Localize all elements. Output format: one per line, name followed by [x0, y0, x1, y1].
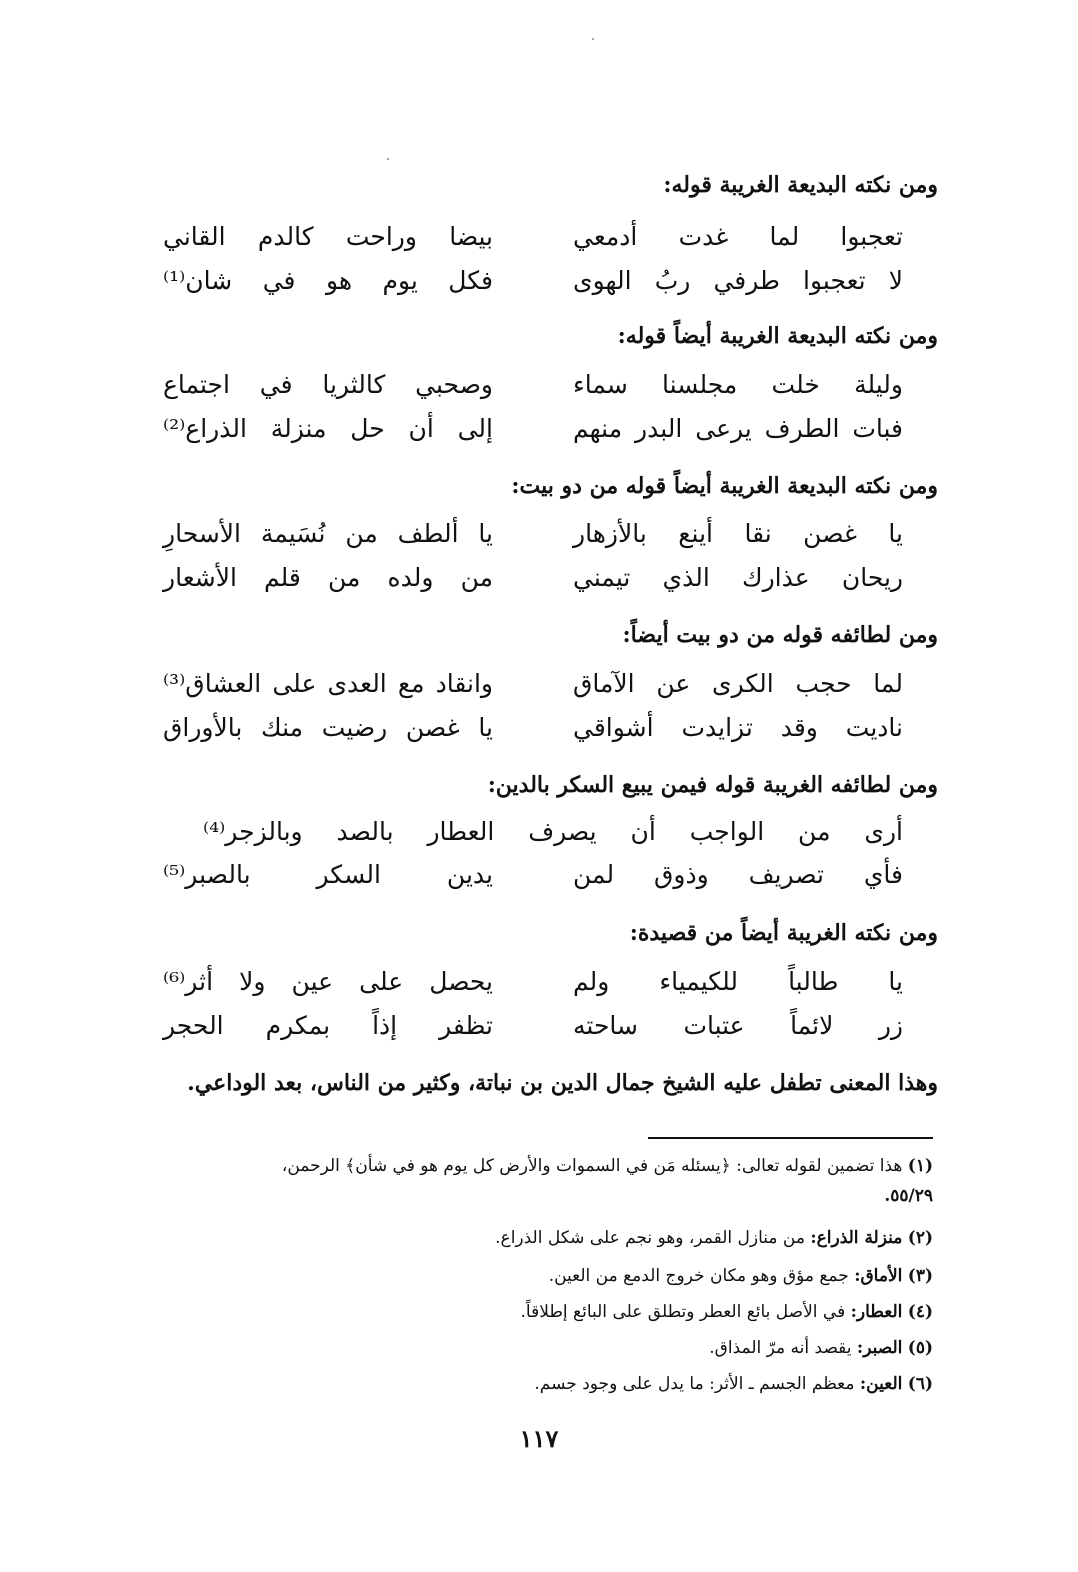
section-intro: ومن نكته الغريبة أيضاً من قصيدة:: [629, 920, 938, 946]
page-number: ١١٧: [519, 1424, 559, 1453]
footnote: [282, 1155, 933, 1176]
verse-line: [163, 222, 903, 266]
verse-line: [163, 266, 903, 310]
footnote: [495, 1228, 933, 1248]
verse-line: [163, 860, 903, 904]
verse-line: [183, 817, 903, 861]
scan-speck: [387, 158, 389, 160]
verse-second-hemistich: وانقاد مع العدى على العشاق⁽³⁾: [163, 669, 493, 698]
verse-second-hemistich: تظفر إذاً بمكرم الحجر: [163, 1011, 493, 1040]
verse-full-line: أرى من الواجب أن يصرف العطار بالصد وبالزجر⁽⁴⁾: [203, 817, 903, 846]
verse-first-hemistich: يا طالباً للكيمياء ولم: [573, 967, 903, 996]
footnote-text: معظم الجسم ـ الأثر: ما يدل على وجود جسم.: [534, 1374, 855, 1394]
footnote-number: (١): [907, 1156, 933, 1176]
verse-first-hemistich: ريحان عذارك الذي تيمني: [573, 563, 903, 592]
verse-first-hemistich: يا غصن نقا أينع بالأزهار: [573, 519, 903, 548]
footnote-term: العطار:: [850, 1302, 903, 1322]
footnote-text: من منازل القمر، وهو نجم على شكل الذراع.: [495, 1228, 805, 1248]
footnote: [549, 1266, 933, 1286]
footnote-text: يقصد أنه مرّ المذاق.: [709, 1338, 852, 1358]
verse-first-hemistich: وليلة خلت مجلسنا سماء: [573, 370, 903, 399]
footnote-number: (٤): [907, 1302, 933, 1322]
footnote-term: الصبر:: [856, 1338, 903, 1358]
verse-first-hemistich: لما حجب الكرى عن الآماق: [573, 669, 903, 698]
verse-second-hemistich: وصحبي كالثريا في اجتماع: [163, 370, 493, 399]
verse-line: [163, 414, 903, 458]
footnote-term: الأماق:: [854, 1266, 903, 1286]
verse-second-hemistich: يا ألطف من نُسَيمة الأسحارِ: [163, 519, 493, 548]
verse-line: [163, 967, 903, 1011]
verse-line: [163, 519, 903, 563]
footnote-term: منزلة الذراع:: [810, 1228, 903, 1248]
verse-first-hemistich: تعجبوا لما غدت أدمعي: [573, 222, 903, 251]
verse-line: [163, 563, 903, 607]
footnote-continuation: ٥٥/٢٩.: [884, 1186, 933, 1206]
verse-first-hemistich: ناديت وقد تزايدت أشواقي: [573, 713, 903, 742]
verse-line: [163, 370, 903, 414]
footnote-number: (٥): [907, 1338, 933, 1358]
verse-second-hemistich: يحصل على عين ولا أثر⁽⁶⁾: [163, 967, 493, 996]
footnote: [521, 1302, 933, 1322]
verse-second-hemistich: فكل يوم هو في شان⁽¹⁾: [163, 266, 493, 295]
section-intro: ومن لطائفه الغريبة قوله فيمن يبيع السكر بالدين:: [487, 772, 938, 798]
footnote-number: (٦): [907, 1374, 933, 1394]
footnote-term: العين:: [859, 1374, 903, 1394]
verse-second-hemistich: من ولده من قلم الأشعار: [163, 563, 493, 592]
verse-line: [163, 1011, 903, 1055]
verse-first-hemistich: فأي تصريف وذوق لمن: [573, 860, 903, 889]
footnote-number: (٢): [907, 1228, 933, 1248]
section-intro: ومن لطائفه قوله من دو بيت أيضاً:: [622, 622, 938, 648]
closing-paragraph: وهذا المعنى تطفل عليه الشيخ جمال الدين بن نباتة، وكثير من الناس، بعد الوداعي.: [187, 1070, 938, 1096]
footnote: [709, 1338, 933, 1358]
footnote: [534, 1374, 933, 1394]
footnote-separator: [648, 1137, 933, 1139]
verse-first-hemistich: فبات الطرف يرعى البدر منهم: [573, 414, 903, 443]
footnote-number: (٣): [907, 1266, 933, 1286]
verse-second-hemistich: إلى أن حل منزلة الذراع⁽²⁾: [163, 414, 493, 443]
verse-first-hemistich: لا تعجبوا طرفي ربُ الهوى: [573, 266, 903, 295]
footnote-text: جمع مؤق وهو مكان خروج الدمع من العين.: [548, 1266, 849, 1286]
verse-line: [163, 713, 903, 757]
footnote-text: في الأصل بائع العطر وتطلق على البائع إطلاقاً.: [520, 1302, 846, 1322]
verse-line: [163, 669, 903, 713]
section-intro: ومن نكته البديعة الغريبة قوله:: [663, 172, 938, 198]
verse-first-hemistich: زر لائماً عتبات ساحته: [573, 1011, 903, 1040]
footnote-text: هذا تضمين لقوله تعالى: ﴿يسئله مَن في السموات والأرض كل يوم هو في شأن﴾ الرحمن،: [281, 1156, 903, 1176]
verse-second-hemistich: بيضا وراحت كالدم القاني: [163, 222, 493, 251]
scan-speck: [592, 38, 594, 40]
section-intro: ومن نكته البديعة الغريبة أيضاً قوله:: [617, 323, 938, 349]
verse-second-hemistich: يدين السكر بالصبر⁽⁵⁾: [163, 860, 493, 889]
verse-second-hemistich: يا غصن رضيت منك بالأوراق: [163, 713, 493, 742]
section-intro: ومن نكته البديعة الغريبة أيضاً قوله من دو بيت:: [511, 473, 938, 499]
